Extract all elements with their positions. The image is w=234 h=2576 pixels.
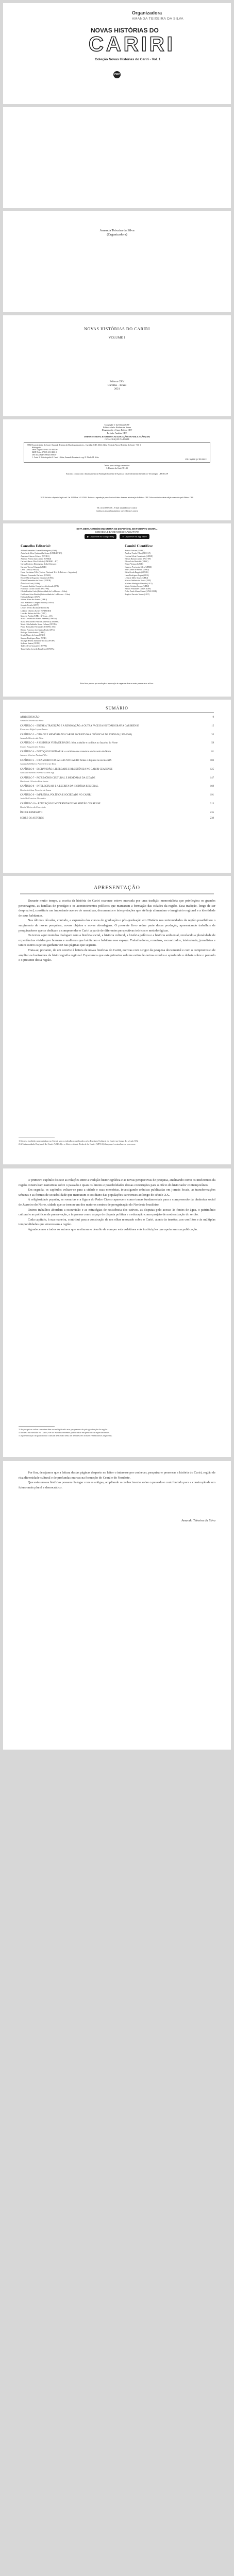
board-member: Maria Cristina Crespo (UFRJ) — [125, 585, 149, 587]
cover-role: Organizadora — [132, 10, 162, 15]
board-member: Sydione Santos (UEPG) — [21, 642, 40, 645]
copyright-rights — [3, 423, 231, 434]
summary-item-title: CAPÍTULO 6 – ESCRAVIDÃO, LIBERDADE E RESISTÊNCIA NO CARIRI CEARENSE — [20, 768, 113, 771]
board-member: Adauto Novaes (UFAC) — [125, 550, 144, 552]
blank-page — [3, 107, 231, 208]
rights-line: Revisão: Analista CRV — [107, 431, 127, 434]
title-page-city: Curitiba – Brasil — [107, 384, 127, 387]
apps-subtitle: CONHEÇA E BAIXE NOSSO APLICATIVO! — [95, 531, 139, 533]
summary-item-title: APRESENTAÇÃO — [20, 716, 40, 719]
summary-item-author: Ana Isabel Ribeiro Parente Cortez Reis — [20, 762, 56, 766]
summary-item-page: 81 — [211, 751, 214, 754]
summary-item[interactable] — [20, 742, 214, 748]
board-member: Carlos Alberto Vilar Estêvão (UMINHO – PT) — [21, 561, 58, 563]
cover-title-top: NOVAS HISTÓRIAS DO — [91, 27, 159, 34]
summary-item-page: 147 — [210, 776, 214, 779]
presentation-body-3 — [19, 1470, 215, 1490]
cip-subjects: 1. Cariri 2. Historiografia 3. Ceará I. Silva, Amanda Teixeira da. org. II. Título III. Série — [32, 456, 99, 459]
summary-item[interactable] — [20, 759, 214, 766]
scientific-committee — [125, 544, 218, 596]
board-member: Elizeu Clementino de Souza (UNEB) — [21, 580, 51, 582]
cover-organizer: AMANDA TEIXEIRA DA SILVA — [132, 17, 184, 21]
summary-item[interactable] — [20, 777, 214, 783]
cover-collection: Coleção Novas Histórias do Cariri - Vol. 1 — [95, 58, 161, 61]
title-page-volume: VOLUME 1 — [108, 336, 126, 340]
copyright-page — [3, 419, 231, 520]
board-member: Marlene Medaglia Almeida (UFT) — [125, 582, 153, 585]
summary-item-author: Maria Arleilma Ferreira de Sousa — [20, 788, 52, 791]
board-member: Celso Conti (UFSCar) — [21, 569, 39, 571]
isbn-line: ISBN Digital 978-65-251-0000-0 — [32, 449, 58, 451]
summary-item[interactable] — [20, 785, 214, 791]
half-title-role: (Organizadora) — [107, 233, 127, 236]
board-member: Aldira Guimarães Duarte Domínguez (UNB) — [21, 550, 57, 552]
apps-title: ESTA OBRA TAMBÉM ENCONTRA-SE DISPONÍVEL EM FORMATO DIGITAL. — [76, 528, 158, 530]
board-member: Josania Portela (UFPI) — [21, 604, 39, 606]
board-member: José Cleber de Freitas (UFRJ) — [125, 569, 149, 571]
presentation-title: APRESENTAÇÃO — [93, 885, 141, 891]
summary-item-page: 125 — [210, 768, 214, 771]
board-member: Lourdes Helena da Silva (UFV) — [21, 612, 46, 615]
board-member: Maria Cristina dos Santos Bezerra (UFSCar) — [21, 618, 57, 620]
summary-item-author: Ana Sara Ribeiro Parente Cortez Irffi — [20, 771, 55, 774]
paragraph: Em seguida, os capítulos voltam-se para a cidade e suas memórias, investigando crônicas publicadas em jornais locais, as transformações urbanas e as formas de sociabilidade que marcaram o cotidiano das populações caririenses ao longo do século XX. — [19, 1188, 215, 1197]
signature: Amanda Teixeira da Silva — [181, 1519, 215, 1522]
title-page — [3, 315, 231, 416]
board-member: Marcos Antônio de Souza (UFF) — [125, 580, 152, 582]
summary-item[interactable] — [20, 803, 214, 809]
paragraph: Os textos aqui reunidos dialogam com a história social, a história cultural, a história política e a história ambiental, revelando a pluralidade de experiências vividas por homens e mulheres que habitaram e habitam esse espaço. Trabalhadores, romeiros, escravizados, intelectuais, jornalistas e tantos outros sujeitos ganham voz nas páginas que seguem. — [19, 934, 215, 947]
presentation-page-3 — [3, 1461, 231, 1750]
title-page-publisher: Editora CRV — [109, 380, 125, 383]
presentation-body-2 — [19, 1178, 215, 1232]
board-member: Rogério Ferreira Nunes (UCP) — [125, 593, 149, 596]
summary-item[interactable] — [20, 734, 214, 740]
board-member: Antônio Pereira Gaio Júnior (UFRRJ) — [21, 557, 52, 560]
paragraph: Cada capítulo, à sua maneira, contribui para a construção de um olhar renovado sobre o Cariri, atento às tensões, aos conflitos e às múltiplas temporalidades que atravessam a região. — [19, 1217, 215, 1227]
board-member: Fernando Antônio Gonçalves Alcoforado (IPB) — [21, 585, 59, 587]
half-title-author: Amanda Teixeira da Silva — [99, 229, 135, 232]
site-note: Conheça os nossos lançamentos: www.editoracrv.com.br — [96, 510, 138, 512]
board-member: Lívia de Melo Souza (UFRJ) — [125, 577, 148, 579]
app-store-label: Disponível na App Store — [124, 535, 147, 538]
board-member: Solange Helena Ximenes-Rocha (UFOPA) — [21, 639, 55, 642]
publisher-logo-icon: CRV — [113, 71, 121, 78]
board-member: Jailson Alves dos Santos (UFRJ) — [21, 599, 47, 601]
summary-item-author: Darlan de Oliveira Reis Junior — [20, 779, 48, 783]
board-member: Gloria Fariñas León (Universidade de La Havana – Cuba) — [21, 590, 68, 593]
summary-item-title: CAPÍTULO 8 – INTELECTUAIS E A ESCRITA DA HISTÓRIA REGIONAL — [20, 785, 98, 788]
cover-title-main: CARIRI — [89, 33, 175, 56]
board-member: Marcelo Paixão (UFRJ e UTexas – US) — [21, 615, 53, 618]
summary-item-author: Antonio Vitorino Farias Filho — [20, 754, 47, 757]
summary-item-title: CAPÍTULO 2 – CIDADE E MEMÓRIA NO CARIRI: O CRATO NAS CRÔNICAS DE JORNAIS (1950-1960) — [20, 733, 132, 736]
board-member: Guillermo Arias Beatón (Universidade de La Havana – Cuba) — [21, 593, 71, 596]
board-member: Eliane Ventura (UNIR) — [125, 563, 144, 566]
summary-item-page: 235 — [210, 811, 214, 814]
summary-item-title: CAPÍTULO 3 – A HISTÓRIA VISTA DE BAIXO: feira, trabalho e conflitos no Juazeiro do Norte — [20, 742, 118, 745]
board-member: Rodrigo Pratte-Santos (UFES) — [21, 631, 45, 634]
cip-title: DADOS INTERNACIONAIS DE CATALOGAÇÃO NA PUBLICAÇÃO (CIP) — [84, 436, 150, 438]
summary-item[interactable] — [20, 768, 214, 774]
summary-item-author: Jucieldo Ferreira Alexandre — [20, 797, 46, 800]
summary-item-title: CAPÍTULO 5 – O CAMINHO DAS ÁGUAS NO CARIRI: fontes e disputas no século XIX — [20, 759, 112, 762]
cover-page — [3, 3, 231, 104]
app-store-button[interactable] — [120, 534, 149, 539]
board-member: Elione Maria Nogueira Diogenes (UFAL) — [21, 577, 54, 579]
footnote: 2 A Universidade Regional do Cariri (URCA) e a Universidade Federal do Cariri (UFCA) têm papel central nesse processo. — [19, 1143, 136, 1145]
footnote: 5 A preservação do patrimônio cultural tem sido tema de debates em fóruns e seminários regionais. — [19, 1434, 112, 1437]
cip-box — [24, 442, 210, 463]
title-page-title: NOVAS HISTÓRIAS DO CARIRI — [84, 327, 150, 331]
board-member: Carmen Tereza Velanga (UNIR) — [21, 566, 47, 568]
board-member: Renato Francisco dos Santos Paula (UFG) — [21, 629, 55, 631]
board-member: Pedro Paulo Abreu Funari (UNICAMP) — [125, 590, 157, 593]
board-member: Lídia de Oliveira Xavier (UNIEURO) — [21, 609, 52, 612]
summary-item-page: 59 — [211, 742, 214, 745]
footnote: 1 Sobre a tradição memorialista no Cariri, ver os trabalhos publicados pelo Instituto Cultural do Cariri ao longo do século XX. — [19, 1140, 139, 1142]
paragraph: O primeiro capítulo discute as relações entre a tradição historiográfica e as novas perspectivas de pesquisa, analisando como os intelectuais da região construíram narrativas sobre o passado e quais os limites e possibilidades dessas construções para o ofício do historiador contemporâneo. — [19, 1178, 215, 1187]
index-entry: 1. História do Cariri 981.31 — [106, 467, 128, 469]
funding-note: Esta obra contou com o financiamento da Fundação Cearense de Apoio ao Desenvolvimento Científico e Tecnológico – FUNCAP — [66, 473, 168, 475]
footnote: 3 As pesquisas sobre romarias têm se multiplicado nos programas de pós-graduação da região. — [19, 1428, 108, 1431]
paragraph: Outros trabalhos abordam a escravidão e as estratégias de resistência dos cativos, as disputas pelo acesso às fontes de água, o patrimônio cultural e as políticas de preservação, a imprensa como espaço de disputa política e a educação como projeto de modernização do sertão. — [19, 1208, 215, 1217]
presentation-page-2 — [3, 1168, 231, 1457]
title-page-year: 2021 — [114, 387, 120, 391]
isbn-line: ISBN Físico 978-65-251-0000-0 — [32, 451, 57, 454]
board-member: Maria Lília Imbiriba Sousa Colares (UFOPA) — [21, 623, 58, 626]
summary-item-page: 191 — [210, 794, 214, 797]
index-label: Índice para catálogo sistemático — [104, 465, 130, 467]
half-title-page — [3, 211, 231, 312]
paragraph: Nas últimas décadas, contudo, a expansão dos cursos de graduação e pós-graduação em História nas universidades da região possibilitou o surgimento de novas pesquisas, novos objetos e novas abordagens. O presente livro reúne parte dessa produção, apresentando trabalhos de pesquisadores que se dedicam a compreender o Cariri a partir de diferentes perspectivas teóricas e metodológicas. — [19, 919, 215, 933]
board-member: Gustavo Pereira da Silva (UFRR) — [125, 566, 152, 568]
board-member: Kátia Gerab Baggio (UFMG) — [125, 571, 148, 574]
summary-item-title: ÍNDICE REMISSIVO — [20, 811, 43, 814]
footnote-rule — [19, 1426, 55, 1427]
summary-item-page: 9 — [212, 716, 214, 719]
editorial-board-title: Conselho Editorial: — [21, 544, 51, 548]
board-member: Andréia da Silva Quintanilha Sousa (UNIR/UFRN) — [21, 552, 62, 555]
summary-item-author: Amanda Teixeira da Silva — [20, 719, 44, 722]
board-member: Edson Luiz Bertoldo (UFSC) — [125, 561, 148, 563]
summary-item[interactable] — [20, 751, 214, 757]
board-member: Anselmo Alencar Colares (UFOPA) — [21, 555, 49, 557]
play-store-icon: ▶ — [87, 535, 89, 538]
board-member: Francisco Carlos Duarte (PUC-PR) — [21, 588, 49, 590]
summary-title: SUMÁRIO — [106, 706, 128, 710]
footnote: 4 Sobre a escravidão no Cariri, ver os estudos recentes publicados em periódicos especializados. — [19, 1431, 110, 1434]
paragraph: Por fim, desejamos que a leitura destas páginas desperte no leitor o interesse por conhecer, pesquisar e preservar a história do Cariri, região de rica diversidade cultural e de profundas marcas na formação do Ceará e do Nordeste. — [19, 1471, 215, 1480]
paragraph: Que estas novas histórias possam dialogar com as antigas, ampliando o conhecimento sobre o passado e contribuindo para a construção de um futuro mais plural e democrático. — [19, 1481, 215, 1489]
isbn-line: DOI 10.24824/978652510000.0 — [32, 453, 57, 456]
footnotes — [19, 1140, 215, 1146]
rights-line: Copyright © da Editora CRV — [104, 423, 130, 426]
cip-cdd: CDU 94(813.1) CDD 981.31 — [185, 459, 207, 461]
google-play-label: Disponível no Google Play — [90, 535, 114, 538]
google-play-button[interactable] — [85, 534, 116, 539]
board-member: Simone Rodrigues Pinto (UNB) — [21, 637, 46, 639]
peer-review-note: Este livro passou por avaliação e aprovação às cegas de dois ou mais pareceristas ad hoc. — [80, 682, 154, 685]
editorial-board — [21, 544, 119, 651]
summary-item-author: Francisco Régis Lopes Ramos — [20, 728, 48, 731]
board-member: Tadeu Oliver Gonçalves (UFPA) — [21, 645, 47, 648]
summary-item-page: 169 — [210, 785, 214, 788]
editorial-board-list — [21, 550, 119, 651]
law-note: 2021 Foi feito o depósito legal conf. Lei 10.994 de 14/12/2004. Proibida a reprodução parcial ou total desta obra sem autorização da Editora CRV. Todos os direitos desta edição reservados pela Editora CRV. — [40, 497, 194, 499]
summary-item-page: 35 — [211, 733, 214, 736]
board-member: Carlos Federico Dominguez Avila (Unieuro) — [21, 563, 57, 566]
summary-item-page: 103 — [210, 759, 214, 762]
footnotes-2 — [19, 1428, 215, 1437]
boards-page — [3, 523, 231, 697]
rights-line: Editora-chefe: Railane de Souza — [103, 426, 131, 429]
summary-item-author: Amanda Teixeira da Silva — [20, 736, 44, 739]
board-member: Cristina Sílvia Cavalcante (UFRN) — [125, 555, 153, 557]
scientific-committee-list — [125, 550, 218, 596]
board-member: Maria de Lourdes Pinto de Almeida (UNOESC) — [21, 620, 59, 623]
summary-item-title: CAPÍTULO 7 – PATRIMÔNIO CULTURAL E MEMÓRIAS DA CIDADE — [20, 776, 95, 779]
paragraph: Durante muito tempo, a escrita da história do Cariri cearense esteve marcada por uma tradição memorialista que privilegiou os grandes personagens, as famílias de prestígio e os acontecimentos políticos que marcaram a formação das cidades da região. Essa tradição, longe de ser desprezível, constituiu um importante acervo de narrativas, documentos e interpretações que até hoje alimentam o imaginário regional e a identidade de seus habitantes. — [19, 899, 215, 918]
summary-item[interactable] — [20, 817, 214, 820]
board-member: Sergio Nunes de Jesus (IFRO) — [21, 634, 45, 637]
summary-item-page: 213 — [210, 802, 214, 805]
board-member: Élsio José Corá (UFFS) — [21, 582, 40, 585]
board-member: Leonel Severo Rocha (UNISINOS) — [21, 607, 49, 609]
address: Tel.: (41) 3039-6418 – E-mail: sac@editoracrv.com.br — [96, 507, 138, 509]
summary-item-title: CAPÍTULO 10 – EDUCAÇÃO E MODERNIDADE NO SERTÃO CEARENSE — [20, 802, 101, 805]
apple-icon: ● — [122, 535, 124, 538]
presentation-rule — [20, 893, 214, 894]
summary-item[interactable] — [20, 811, 214, 815]
summary-item-title: CAPÍTULO 9 – IMPRENSA, POLÍTICA E SOCIEDADE NO CARIRI — [20, 794, 92, 797]
summary-item-page: 239 — [210, 817, 214, 820]
paragraph: A religiosidade popular, as romarias e a figura do Padre Cícero aparecem como temas fundamentais para a compreensão da dinâmica social de Juazeiro do Norte, cidade que se tornou um dos maiores centros de peregrinação do Nordeste brasileiro. — [19, 1198, 215, 1207]
board-member: Cesar Gerónimo Tello (Univer. Nacional Três de Febrero – Argentina) — [21, 571, 77, 574]
board-member: Amilcar Torrão Filho (PUC-SP) — [125, 552, 151, 555]
board-member: Nelson Fernandes Gomes (USP) — [125, 588, 151, 590]
scientific-committee-title: Comitê Científico: — [125, 544, 154, 548]
summary-item-title: CAPÍTULO 4 – DEVOÇÃO E ROMARIA: o cotidiano dos romeiros em Juazeiro do Norte — [20, 751, 111, 754]
summary-item-author: Maria Telvira da Conceição — [20, 806, 46, 809]
isbn-line: Bibliografia — [32, 446, 41, 449]
board-member: Tania Suely Azevedo Brasileiro (UFOPA) — [21, 648, 55, 650]
summary-list — [20, 716, 214, 823]
board-member: Paulo Romualdo Hernandes (UNIFAL-MG) — [21, 626, 56, 629]
rights-line: Diagramação e Capa: Editora CRV — [102, 429, 132, 432]
summary-item-page: 15 — [211, 724, 214, 727]
cip-sub: CATALOGAÇÃO NA FONTE — [105, 438, 129, 440]
board-member: João Adalberto Campato Junior (UNESP) — [21, 601, 55, 604]
summary-page — [3, 700, 231, 873]
board-member: Eduardo Fernandes Barbosa (UFMG) — [21, 574, 51, 577]
paragraph: Agradecemos a todos os autores que aceitaram o desafio de compor esta coletânea e às instituições que apoiaram sua publicação. — [28, 1227, 198, 1231]
summary-item[interactable] — [20, 725, 214, 731]
paragraph: Trata-se, portanto, de um convite à leitura de novas histórias do Cariri, escritas com o rigor da pesquisa documental e com o compromisso de ampliar os horizontes da historiografia regional. Esperamos que este primeiro volume estimule outros estudos e aprofunde o debate sobre o passado e o presente desta região. — [19, 948, 215, 962]
summary-item-author: Cicero Joaquim dos Santos — [20, 745, 45, 748]
summary-item-title: CAPÍTULO 1 – ENTRE A TRADIÇÃO E A RENOVAÇÃO: A OUTRA FACE DA HISTORIOGRAFIA CARIRIENSE — [20, 724, 139, 727]
summary-item[interactable] — [20, 716, 214, 722]
board-member: Helmuth Krüger (UCP) — [21, 596, 40, 599]
summary-item[interactable] — [20, 794, 214, 800]
presentation-body — [19, 899, 215, 963]
cip-entry: N936 Novas histórias do Cariri / Amanda Teixeira da Silva (organizadora). – Curitiba : CRV, 2021. 244 p. (Coleção Novas Histórias do Cariri - Vol. 1) — [27, 444, 142, 446]
presentation-page-1 — [3, 876, 231, 1164]
summary-rule — [20, 712, 214, 713]
board-member: Edison Bariani Junior (PUC-SP) — [125, 557, 151, 560]
board-member: Lana Rodrigues Lopes (UEG) — [125, 574, 149, 577]
summary-item-title: SOBRE OS AUTORES — [20, 817, 44, 820]
